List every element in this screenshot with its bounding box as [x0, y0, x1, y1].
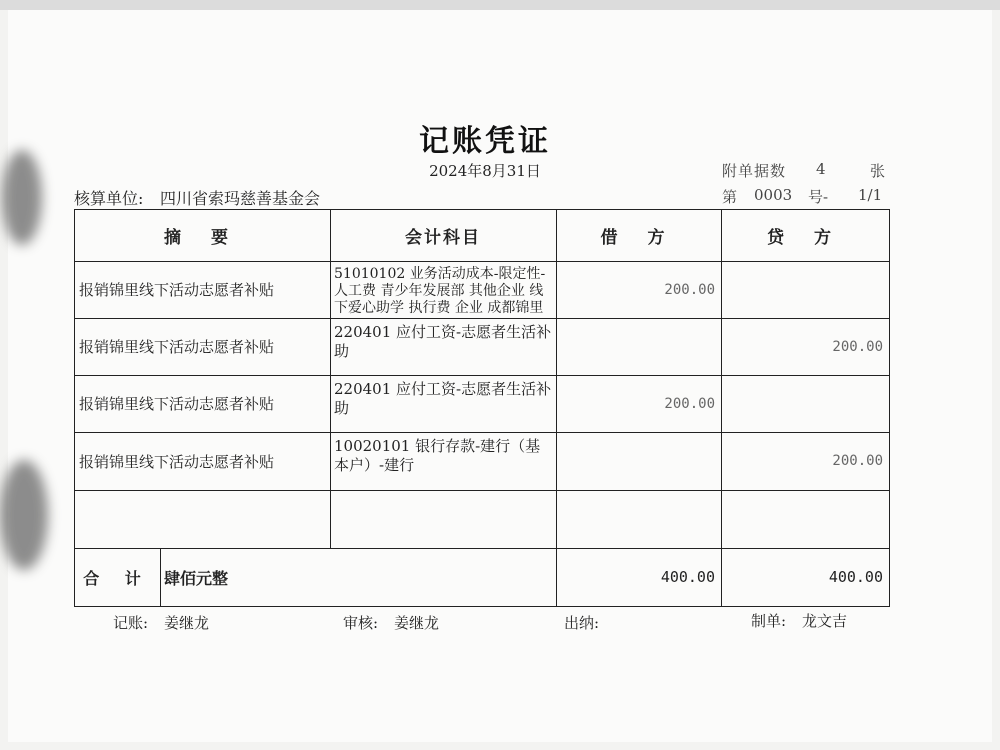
voucher-page: 1/1: [858, 186, 883, 204]
attachments-unit: 张: [870, 162, 886, 180]
row-summary: 报销锦里线下活动志愿者补贴: [79, 281, 275, 299]
header-debit: 借 方: [600, 227, 677, 248]
row-credit: 200.00: [832, 453, 883, 469]
total-label: 合 计: [83, 568, 151, 588]
row-debit: 200.00: [664, 395, 715, 412]
row-credit: [721, 375, 889, 432]
attachments-label: 附单据数: [722, 162, 787, 180]
row-summary: 报销锦里线下活动志愿者补贴: [79, 452, 275, 471]
header-credit: 贷 方: [767, 227, 843, 248]
row-credit: [721, 261, 889, 318]
bookkeeper-name: 姜继龙: [164, 614, 210, 632]
row-debit: 200.00: [664, 281, 715, 298]
row-debit: [556, 432, 721, 490]
row-debit: [556, 318, 721, 375]
attachments-count: 4: [816, 160, 826, 178]
reviewer-label: 审核:: [343, 614, 379, 632]
accounting-unit-name: 四川省索玛慈善基金会: [160, 189, 321, 208]
row-account: 220401 应付工资-志愿者生活补助: [334, 323, 552, 360]
row-account: [330, 490, 556, 548]
row-credit: [721, 490, 889, 548]
row-summary: 报销锦里线下活动志愿者补贴: [79, 338, 275, 356]
preparer-label: 制单:: [751, 612, 787, 630]
reviewer-name: 姜继龙: [394, 614, 440, 632]
voucher-date: 2024年8月31日: [429, 162, 541, 180]
row-account: 10020101 银行存款-建行（基本户）-建行: [334, 437, 541, 474]
total-credit: 400.00: [828, 568, 883, 586]
voucher-number-prefix: 第: [722, 188, 738, 206]
scan-top-edge: [0, 0, 1000, 10]
accounting-unit-label: 核算单位:: [74, 189, 144, 208]
preparer-name: 龙文吉: [802, 612, 848, 630]
scan-smudge: [0, 460, 48, 570]
total-debit: 400.00: [660, 568, 715, 586]
total-amount-in-words: 肆佰元整: [164, 568, 229, 588]
row-credit: 200.00: [832, 338, 883, 355]
bookkeeper-label: 记账:: [113, 614, 149, 632]
row-account: 51010102 业务活动成本-限定性-人工费 青少年发展部 其他企业 线下爱心助学 执行费 企业 成都锦里: [334, 266, 546, 316]
row-summary: [74, 490, 330, 548]
header-summary: 摘 要: [164, 227, 240, 248]
cashier-label: 出纳:: [564, 614, 600, 632]
voucher-title: 记账凭证: [419, 124, 551, 159]
voucher-number: 0003: [754, 186, 793, 204]
row-summary: 报销锦里线下活动志愿者补贴: [79, 395, 275, 413]
row-debit: [556, 490, 721, 548]
header-account: 会计科目: [405, 227, 481, 248]
row-account: 220401 应付工资-志愿者生活补助: [334, 380, 552, 417]
voucher-number-suffix: 号-: [808, 188, 829, 206]
